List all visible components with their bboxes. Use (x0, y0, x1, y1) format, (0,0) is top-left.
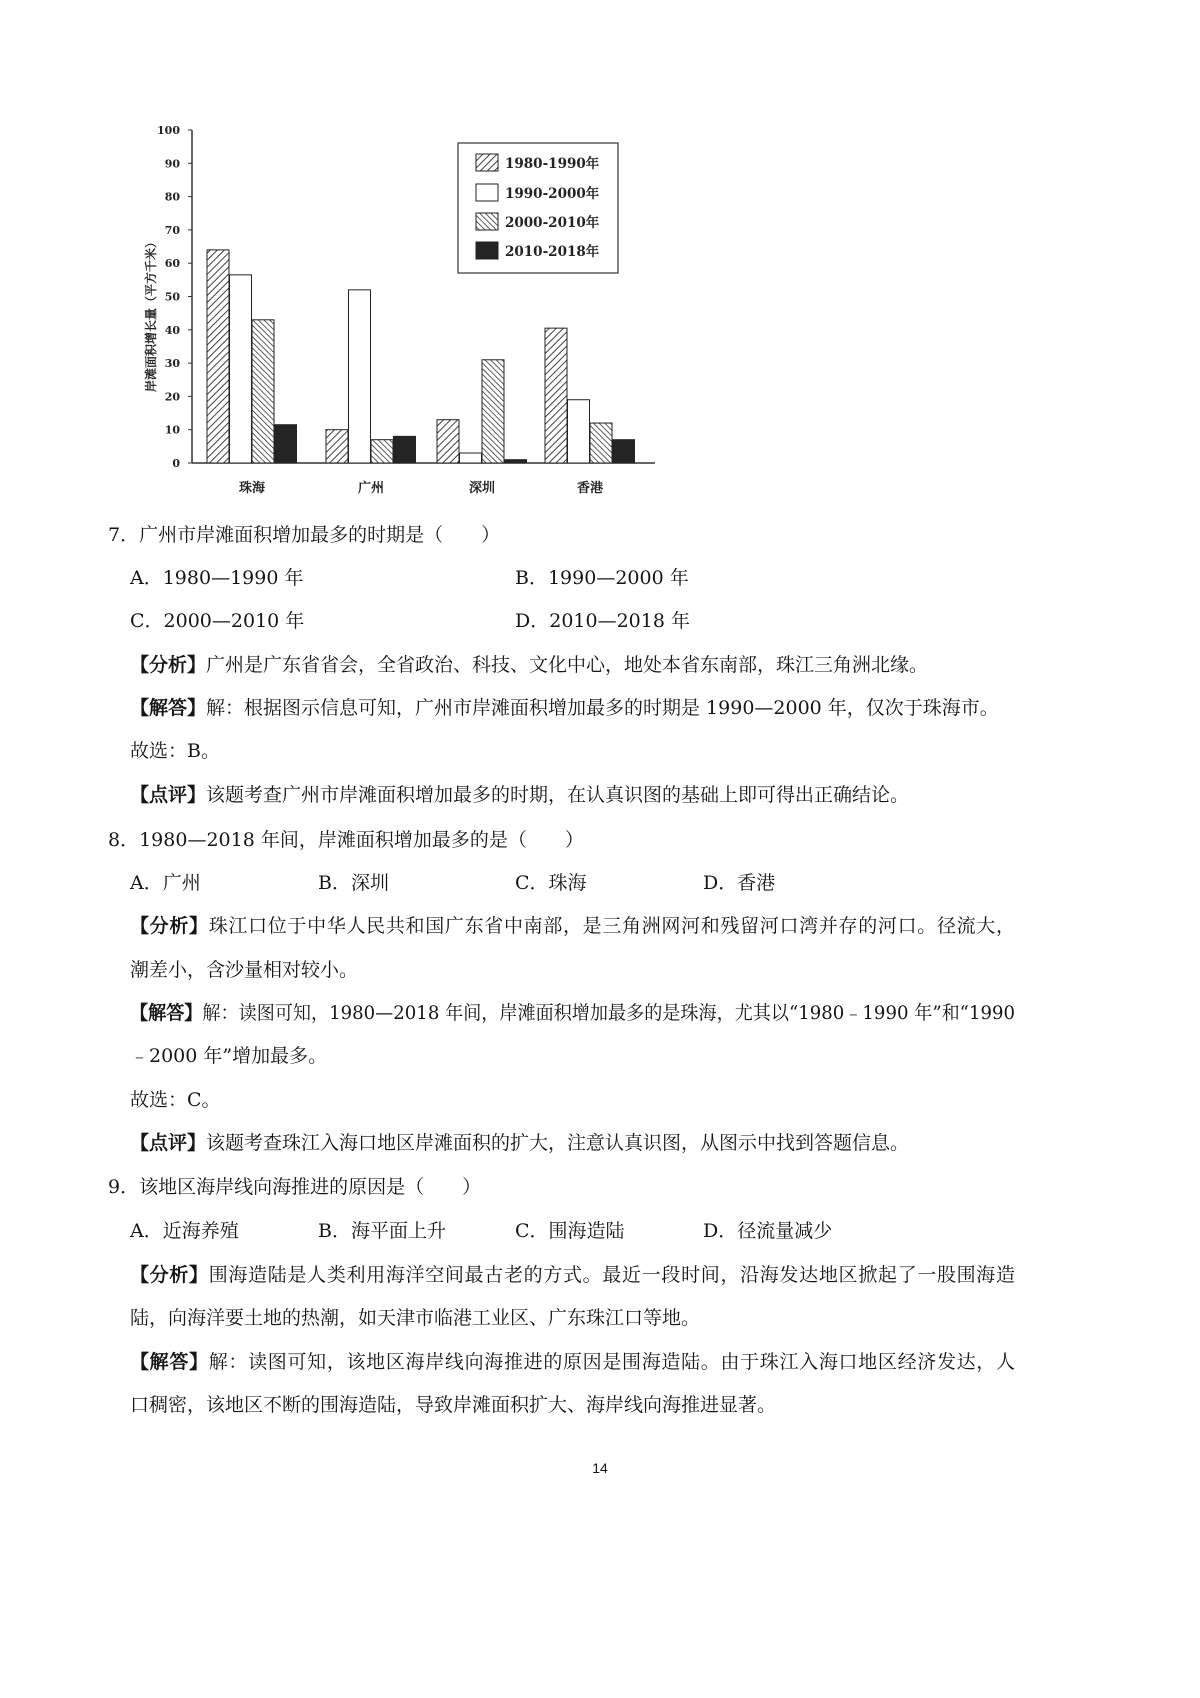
q8-option-c[interactable]: C．珠海 (515, 872, 587, 894)
legend-label: 1980-1990年 (505, 156, 600, 172)
q7-choice: 故选：B。 (130, 740, 220, 762)
q9-stem: 9．该地区海岸线向海推进的原因是（ ） (108, 1176, 482, 1198)
page-number: 14 (592, 1460, 608, 1476)
x-category-label: 深圳 (468, 481, 496, 496)
y-tick-label: 100 (157, 124, 180, 137)
bar-2-2 (482, 360, 504, 463)
answer-text: 解：读图可知，1980—2018 年间，岸滩面积增加最多的是珠海，尤其以“1980﹣1990 年”和“1990 (202, 1002, 1016, 1024)
answer-tag: 【解答】 (130, 1351, 209, 1373)
q8-option-a[interactable]: A．广州 (130, 872, 201, 894)
bar-1-1 (349, 290, 371, 463)
y-tick-label: 60 (164, 257, 180, 271)
y-tick-label: 50 (164, 290, 180, 304)
y-tick-label: 40 (164, 323, 180, 337)
analysis-text: 围海造陆是人类利用海洋空间最古老的方式。最近一段时间，沿海发达地区掀起了一股围海造 (208, 1264, 1015, 1286)
bar-3-1 (568, 400, 590, 463)
q7-comment (130, 782, 909, 808)
legend-label: 2000-2010年 (505, 215, 600, 231)
q9-analysis-line-1 (130, 1262, 1015, 1288)
bar-2-1 (460, 453, 482, 463)
answer-text: 解：读图可知，该地区海岸线向海推进的原因是围海造陆。由于珠江入海口地区经济发达，人 (208, 1351, 1015, 1373)
q8-analysis-line-2: 潮差小，含沙量相对较小。 (130, 959, 359, 981)
comment-tag: 【点评】 (130, 784, 207, 806)
q9-option-a[interactable]: A．近海养殖 (130, 1220, 239, 1242)
q8-comment (130, 1130, 909, 1156)
bar-chart (0, 0, 1200, 520)
q9-answer-line-2: 口稠密，该地区不断的围海造陆，导致岸滩面积扩大、海岸线向海推进显著。 (130, 1394, 777, 1416)
bar-0-0 (207, 250, 229, 463)
q9-option-d[interactable]: D．径流量减少 (703, 1220, 833, 1242)
y-tick-label: 0 (172, 457, 180, 470)
y-tick-label: 30 (164, 357, 180, 371)
y-tick-label: 90 (164, 157, 180, 171)
analysis-text: 珠江口位于中华人民共和国广东省中南部，是三角洲网河和残留河口湾并存的河口。径流大， (208, 915, 1015, 937)
bar-0-3 (275, 425, 297, 463)
bar-2-0 (437, 420, 459, 463)
analysis-tag: 【分析】 (130, 654, 207, 676)
x-category-label: 香港 (576, 481, 604, 496)
analysis-tag: 【分析】 (130, 915, 209, 937)
q8-option-b[interactable]: B．深圳 (318, 872, 389, 894)
q8-analysis-line-1 (130, 913, 1015, 939)
q9-option-b[interactable]: B．海平面上升 (318, 1220, 446, 1242)
legend-swatch (476, 154, 498, 171)
bar-2-3 (505, 460, 527, 463)
q8-answer-line-2: ﹣2000 年”增加最多。 (130, 1045, 328, 1067)
y-tick-label: 80 (164, 190, 180, 204)
legend-swatch (476, 184, 498, 201)
q8-choice: 故选：C。 (130, 1089, 221, 1111)
y-axis-title: 岸滩面积增长量（平方千米） (144, 235, 158, 393)
bar-0-2 (252, 320, 274, 463)
analysis-text: 广州是广东省省会，全省政治、科技、文化中心，地处本省东南部，珠江三角洲北缘。 (206, 654, 929, 676)
x-category-label: 珠海 (238, 481, 266, 496)
answer-tag: 【解答】 (130, 697, 207, 719)
x-category-label: 广州 (357, 481, 385, 496)
q9-option-c[interactable]: C．围海造陆 (515, 1220, 625, 1242)
q9-analysis-line-2: 陆，向海洋要土地的热潮，如天津市临港工业区、广东珠江口等地。 (130, 1307, 701, 1329)
answer-tag: 【解答】 (130, 1002, 203, 1024)
answer-text: 解：根据图示信息可知，广州市岸滩面积增加最多的时期是 1990—2000 年，仅次于珠海市。 (206, 697, 999, 719)
legend-label: 1990-2000年 (505, 186, 600, 202)
q7-option-a[interactable]: A．1980—1990 年 (130, 567, 304, 589)
bar-3-3 (613, 440, 635, 463)
y-tick-label: 10 (164, 423, 180, 437)
q7-option-b[interactable]: B．1990—2000 年 (515, 567, 689, 589)
bar-1-2 (371, 440, 393, 463)
bar-0-1 (230, 275, 252, 463)
q7-option-c[interactable]: C．2000—2010 年 (130, 610, 305, 632)
bar-1-3 (394, 436, 416, 463)
y-tick-label: 70 (164, 223, 180, 237)
q8-option-d[interactable]: D．香港 (703, 872, 776, 894)
q7-analysis (130, 652, 928, 678)
legend-label: 2010-2018年 (505, 244, 600, 260)
q9-answer-line-1 (130, 1349, 1015, 1375)
bar-1-0 (326, 430, 348, 463)
comment-tag: 【点评】 (130, 1132, 207, 1154)
comment-text: 该题考查广州市岸滩面积增加最多的时期，在认真识图的基础上即可得出正确结论。 (206, 784, 910, 806)
comment-text: 该题考查珠江入海口地区岸滩面积的扩大，注意认真识图，从图示中找到答题信息。 (206, 1132, 910, 1154)
legend-swatch (476, 242, 498, 259)
analysis-tag: 【分析】 (130, 1264, 209, 1286)
q7-option-d[interactable]: D．2010—2018 年 (515, 610, 690, 632)
q8-stem: 8．1980—2018 年间，岸滩面积增加最多的是（ ） (108, 829, 584, 851)
y-tick-label: 20 (164, 390, 180, 404)
q8-answer-line-1 (130, 1000, 1016, 1026)
q7-stem: 7．广州市岸滩面积增加最多的时期是（ ） (108, 524, 501, 546)
bar-3-2 (590, 423, 612, 463)
q7-answer (130, 695, 999, 721)
legend-swatch (476, 213, 498, 230)
bar-3-0 (545, 328, 567, 463)
